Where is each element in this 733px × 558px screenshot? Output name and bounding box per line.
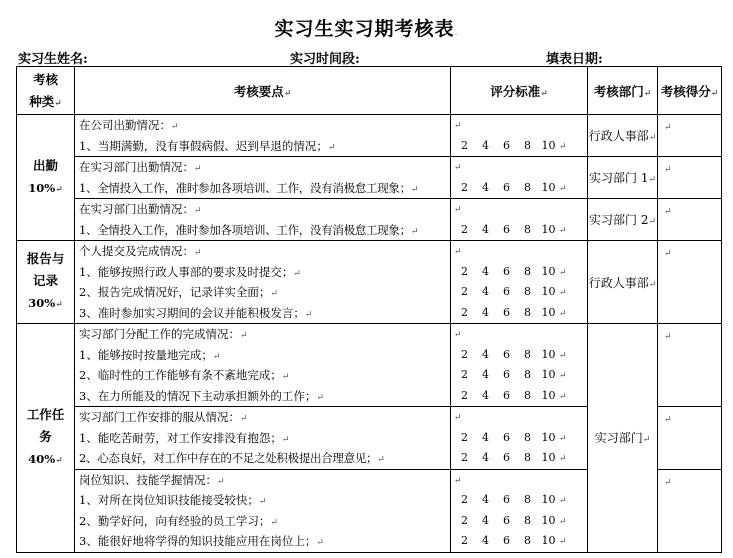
- page-title: 实习生实习期考核表.: [274, 18, 459, 40]
- header-criteria-label: 评分标准: [490, 83, 541, 99]
- point-item: 3、准时参加实习期间的会议并能积极发言；↵: [79, 305, 313, 320]
- paragraph-mark-icon: ↵: [648, 133, 657, 143]
- score-scale: [454, 303, 587, 324]
- paragraph-mark-icon: ↵: [559, 433, 567, 444]
- score-option[interactable]: 4: [482, 451, 489, 464]
- score-option[interactable]: 8: [524, 430, 531, 444]
- paragraph-mark-icon: ↵: [559, 225, 567, 236]
- score-option[interactable]: 8: [524, 264, 531, 278]
- score-scale: [454, 178, 587, 199]
- score-option[interactable]: 6: [503, 368, 510, 381]
- points-cell: [75, 407, 451, 470]
- criteria-cell: [451, 407, 588, 470]
- score-option[interactable]: 6: [503, 138, 510, 152]
- point-item: 2、报告完成情况好，记录详实全面；↵: [79, 285, 278, 299]
- header-points: [75, 67, 451, 115]
- score-option[interactable]: 6: [503, 513, 510, 527]
- paragraph-mark-icon: ↵: [410, 184, 419, 195]
- criteria-mark-line: [454, 407, 587, 428]
- assessment-table: [16, 66, 722, 553]
- point-heading: 岗位知识、技能学握情况：↵: [79, 472, 225, 487]
- score-option[interactable]: 4: [482, 305, 489, 319]
- paragraph-mark-icon: ↵: [270, 517, 278, 528]
- score-scale: [454, 365, 587, 386]
- paragraph-mark-icon: ↵: [194, 248, 202, 258]
- paragraph-mark-icon: ↵: [454, 121, 462, 131]
- score-option[interactable]: 6: [503, 264, 510, 278]
- criteria-mark-line: [454, 324, 587, 345]
- score-option[interactable]: 8: [524, 513, 531, 527]
- score-option[interactable]: 8: [524, 180, 531, 194]
- score-option[interactable]: 10: [541, 347, 556, 361]
- points-cell: [75, 157, 451, 199]
- criteria-cell: [451, 157, 588, 199]
- score-option[interactable]: 10: [541, 285, 556, 298]
- score-option[interactable]: 6: [503, 493, 510, 506]
- paragraph-mark-icon: ↵: [559, 308, 567, 319]
- paragraph-mark-icon: ↵: [240, 414, 248, 424]
- score-input-cell[interactable]: [658, 115, 722, 157]
- score-option[interactable]: 4: [482, 368, 489, 381]
- paragraph-mark-icon: ↵: [454, 247, 462, 257]
- dept-cell: [588, 199, 658, 241]
- paragraph-mark-icon: ↵: [194, 206, 202, 216]
- paragraph-mark-icon: ↵: [710, 88, 719, 99]
- points-cell: [75, 199, 451, 241]
- score-option[interactable]: 6: [503, 305, 510, 319]
- paragraph-mark-icon: ↵: [217, 476, 225, 487]
- category-label: 工作任: [26, 406, 65, 422]
- paragraph-mark-icon: .: [454, 28, 459, 38]
- paragraph-mark-icon: ↵: [540, 88, 548, 99]
- header-score: [658, 67, 722, 115]
- paragraph-mark-icon: ↵: [559, 183, 567, 194]
- score-scale: [454, 448, 587, 469]
- category-cell: [17, 324, 75, 553]
- paragraph-mark-icon: ↵: [194, 164, 202, 174]
- paragraph-mark-icon: ↵: [559, 141, 567, 152]
- point-heading: 在公司出勤情况：↵: [79, 118, 179, 132]
- paragraph-mark-icon: ↵: [454, 163, 462, 173]
- paragraph-mark-icon: ↵: [454, 330, 462, 340]
- score-option[interactable]: 8: [524, 347, 531, 361]
- point-heading: 在实习部门出勤情况：↵: [79, 160, 202, 174]
- score-option[interactable]: 8: [524, 534, 531, 547]
- score-option[interactable]: 10: [541, 222, 556, 236]
- criteria-mark-line: [454, 470, 587, 491]
- score-option[interactable]: 10: [541, 493, 556, 506]
- score-option[interactable]: 6: [503, 430, 510, 444]
- points-cell: [75, 241, 451, 324]
- score-option[interactable]: 10: [541, 534, 556, 547]
- paragraph-mark-icon: ↵: [293, 268, 301, 279]
- criteria-cell: [451, 199, 588, 241]
- point-heading: 在实习部门出勤情况：↵: [79, 202, 202, 216]
- score-input-cell[interactable]: [658, 324, 722, 407]
- score-option[interactable]: 6: [503, 534, 510, 547]
- score-cell-mark-icon: ↵: [664, 477, 672, 488]
- table-row: [17, 324, 722, 407]
- score-option[interactable]: 2: [461, 180, 468, 194]
- score-option[interactable]: 2: [461, 451, 468, 464]
- score-option[interactable]: 6: [503, 451, 510, 464]
- score-option[interactable]: 4: [482, 285, 489, 298]
- score-option[interactable]: 4: [482, 180, 489, 194]
- point-item: 1、能吃苦耐劳，对工作安排没有抱怨；↵: [79, 430, 290, 445]
- score-scale: [454, 531, 587, 552]
- paragraph-mark-icon: ↵: [648, 279, 657, 290]
- category-weight: 10%↵: [28, 180, 63, 195]
- category-label: 报告与: [26, 251, 65, 266]
- score-option[interactable]: 4: [482, 138, 489, 152]
- point-item: 3、在力所能及的情况下主动承担额外的工作；↵: [79, 388, 324, 403]
- score-cell-mark-icon: ↵: [664, 332, 672, 342]
- score-scale: [454, 220, 587, 241]
- score-option[interactable]: 8: [524, 451, 531, 464]
- header-dept-label: 考核部门: [593, 83, 644, 99]
- paragraph-mark-icon: ↵: [454, 205, 462, 215]
- score-option[interactable]: 8: [524, 368, 531, 381]
- paragraph-mark-icon: ↵: [304, 309, 313, 320]
- paragraph-mark-icon: ↵: [642, 435, 651, 446]
- paragraph-mark-icon: ↵: [559, 288, 567, 298]
- score-input-cell[interactable]: [658, 469, 722, 552]
- point-item: 1、能够按照行政人事部的要求及时提交；↵: [79, 264, 301, 279]
- points-cell: [75, 469, 451, 552]
- paragraph-mark-icon: ↵: [559, 516, 567, 527]
- score-option[interactable]: 8: [524, 388, 531, 402]
- score-scale: [454, 428, 587, 449]
- paragraph-mark-icon: ↵: [454, 413, 462, 423]
- header-points-label: 考核要点: [233, 83, 284, 99]
- table-row: [17, 199, 722, 241]
- paragraph-mark-icon: ↵: [559, 371, 567, 381]
- score-option[interactable]: 6: [503, 347, 510, 361]
- score-option[interactable]: 4: [482, 513, 489, 527]
- paragraph-mark-icon: ↵: [559, 391, 567, 402]
- header-category-label: 考核 种类: [29, 71, 58, 109]
- score-option[interactable]: 2: [461, 347, 468, 361]
- score-option[interactable]: 4: [482, 430, 489, 444]
- score-scale: [454, 490, 587, 511]
- score-option[interactable]: 2: [461, 264, 468, 278]
- paragraph-mark-icon: ↵: [377, 455, 385, 465]
- point-item: 3、能很好地将学得的知识技能应用在岗位上；↵: [79, 534, 324, 548]
- dept-cell: [588, 157, 658, 199]
- header-criteria: [451, 67, 588, 115]
- score-option[interactable]: 10: [541, 451, 556, 464]
- intern-name-label: 实习生姓名:: [18, 52, 88, 67]
- score-scale: [454, 386, 587, 407]
- dept-cell: [588, 241, 658, 324]
- point-heading: 实习部门分配工作的完成情况：↵: [79, 327, 248, 341]
- paragraph-mark-icon: ↵: [454, 475, 462, 486]
- table-row: [17, 115, 722, 157]
- point-item: 1、对所在岗位知识技能接受较快；↵: [79, 493, 267, 507]
- criteria-cell: [451, 115, 588, 157]
- points-cell: [75, 115, 451, 157]
- score-option[interactable]: 4: [482, 388, 489, 402]
- paragraph-mark-icon: ↵: [171, 122, 179, 132]
- paragraph-mark-icon: ↵: [559, 496, 567, 506]
- point-heading: 实习部门工作安排的服从情况：↵: [79, 410, 248, 424]
- paragraph-mark-icon: ↵: [281, 434, 290, 445]
- criteria-cell: [451, 469, 588, 552]
- score-cell-mark-icon: ↵: [664, 207, 672, 217]
- score-scale: [454, 282, 587, 303]
- score-option[interactable]: 4: [482, 534, 489, 547]
- score-option[interactable]: 8: [524, 493, 531, 506]
- dept-label: 实习部门 2: [589, 213, 649, 227]
- score-input-cell[interactable]: [658, 241, 722, 324]
- paragraph-mark-icon: ↵: [559, 350, 567, 361]
- category-weight: 30%↵: [28, 296, 63, 310]
- paragraph-mark-icon: ↵: [643, 88, 652, 99]
- score-option[interactable]: 10: [541, 264, 556, 278]
- score-scale: [454, 136, 587, 157]
- fill-date-label: 填表日期:: [546, 52, 603, 67]
- table-row: [17, 241, 722, 324]
- criteria-cell: [451, 241, 588, 324]
- header-dept: [588, 67, 658, 115]
- score-option[interactable]: 10: [541, 513, 556, 527]
- paragraph-mark-icon: ↵: [55, 300, 63, 310]
- score-cell-mark-icon: ↵: [664, 123, 672, 133]
- score-option[interactable]: 8: [524, 138, 531, 152]
- score-option[interactable]: 2: [461, 534, 468, 547]
- table-row: [17, 157, 722, 199]
- paragraph-mark-icon: ↵: [281, 372, 290, 382]
- point-item: 2、勤学好问，向有经验的员工学习；↵: [79, 513, 278, 528]
- score-option[interactable]: 2: [461, 138, 468, 152]
- paragraph-mark-icon: ↵: [316, 538, 324, 548]
- score-option[interactable]: 6: [503, 180, 510, 194]
- paragraph-mark-icon: ↵: [648, 175, 656, 185]
- paragraph-mark-icon: ↵: [283, 88, 292, 99]
- score-option[interactable]: 10: [541, 305, 556, 319]
- paragraph-mark-icon: ↵: [410, 226, 419, 237]
- criteria-mark-line: [454, 157, 587, 178]
- score-cell-mark-icon: ↵: [664, 249, 672, 259]
- dept-label: 实习部门: [594, 431, 643, 446]
- dept-label: 实习部门 1: [589, 171, 649, 185]
- paragraph-mark-icon: ↵: [559, 537, 567, 547]
- score-option[interactable]: 4: [482, 493, 489, 506]
- score-option[interactable]: 8: [524, 222, 531, 236]
- dept-cell: [588, 324, 658, 553]
- point-item: 2、心态良好，对工作中存在的不足之处积极提出合理意见；↵: [79, 451, 385, 465]
- category-label-cont: 务: [39, 428, 52, 444]
- score-cell-mark-icon: ↵: [664, 415, 672, 425]
- paragraph-mark-icon: ↵: [258, 497, 267, 507]
- paragraph-mark-icon: ↵: [559, 267, 567, 278]
- score-option[interactable]: 2: [461, 305, 468, 319]
- intern-period-label: 实习时间段:: [290, 52, 360, 67]
- score-option[interactable]: 10: [541, 388, 556, 402]
- header-category: [17, 67, 75, 115]
- paragraph-mark-icon: ↵: [212, 351, 221, 362]
- score-scale: [454, 511, 587, 532]
- score-option[interactable]: 6: [503, 388, 510, 402]
- score-cell-mark-icon: ↵: [664, 165, 672, 175]
- criteria-mark-line: [454, 241, 587, 262]
- score-option[interactable]: 2: [461, 368, 468, 381]
- category-cell: [17, 115, 75, 241]
- criteria-cell: [451, 324, 588, 407]
- score-option[interactable]: 10: [541, 180, 556, 194]
- point-heading: 个人提交及完成情况：↵: [79, 244, 202, 258]
- score-option[interactable]: 2: [461, 493, 468, 506]
- score-option[interactable]: 2: [461, 430, 468, 444]
- point-item: 1、能够按时按量地完成；↵: [79, 347, 221, 362]
- point-item: 1、全情投入工作，准时参加各项培训、工作，没有消极怠工现象；↵: [79, 180, 419, 195]
- score-option[interactable]: 10: [541, 138, 556, 152]
- paragraph-mark-icon: ↵: [327, 142, 336, 153]
- score-option[interactable]: 2: [461, 388, 468, 402]
- paragraph-mark-icon: ↵: [559, 454, 567, 464]
- paragraph-mark-icon: ↵: [54, 98, 62, 109]
- point-item: 1、全情投入工作，准时参加各项培训、工作，没有消极怠工现象；↵: [79, 222, 419, 237]
- score-option[interactable]: 2: [461, 513, 468, 527]
- category-cell: [17, 241, 75, 324]
- paragraph-mark-icon: ↵: [270, 289, 278, 299]
- category-weight: 40%↵: [28, 451, 63, 466]
- dept-cell: [588, 115, 658, 157]
- score-option[interactable]: 2: [461, 285, 468, 298]
- score-input-cell[interactable]: [658, 199, 722, 241]
- paragraph-mark-icon: ↵: [316, 392, 324, 403]
- score-option[interactable]: 4: [482, 222, 489, 236]
- dept-label: 行政人事部: [588, 129, 649, 143]
- category-label-cont: 记录: [32, 273, 58, 288]
- criteria-mark-line: [454, 115, 587, 136]
- score-option[interactable]: 6: [503, 222, 510, 236]
- score-option[interactable]: 2: [461, 222, 468, 236]
- header-score-label: 考核得分: [660, 83, 711, 99]
- paragraph-mark-icon: ↵: [648, 217, 656, 227]
- score-scale: [454, 345, 587, 366]
- paragraph-mark-icon: ↵: [55, 184, 63, 195]
- paragraph-mark-icon: ↵: [55, 455, 63, 466]
- paragraph-mark-icon: ↵: [240, 331, 248, 341]
- score-option[interactable]: 4: [482, 264, 489, 278]
- category-label: 出勤: [32, 157, 58, 173]
- score-option[interactable]: 10: [541, 430, 556, 444]
- point-item: 1、当期满勤，没有事假病假、迟到早退的情况；↵: [79, 138, 336, 153]
- score-option[interactable]: 10: [541, 368, 556, 381]
- score-option[interactable]: 8: [524, 285, 531, 298]
- score-input-cell[interactable]: [658, 407, 722, 470]
- score-input-cell[interactable]: [658, 157, 722, 199]
- point-item: 2、临时性的工作能够有条不紊地完成；↵: [79, 368, 290, 382]
- score-option[interactable]: 8: [524, 305, 531, 319]
- score-scale: [454, 262, 587, 283]
- score-option[interactable]: 6: [503, 285, 510, 298]
- points-cell: [75, 324, 451, 407]
- dept-label: 行政人事部: [588, 275, 649, 290]
- criteria-mark-line: [454, 199, 587, 220]
- score-option[interactable]: 4: [482, 347, 489, 361]
